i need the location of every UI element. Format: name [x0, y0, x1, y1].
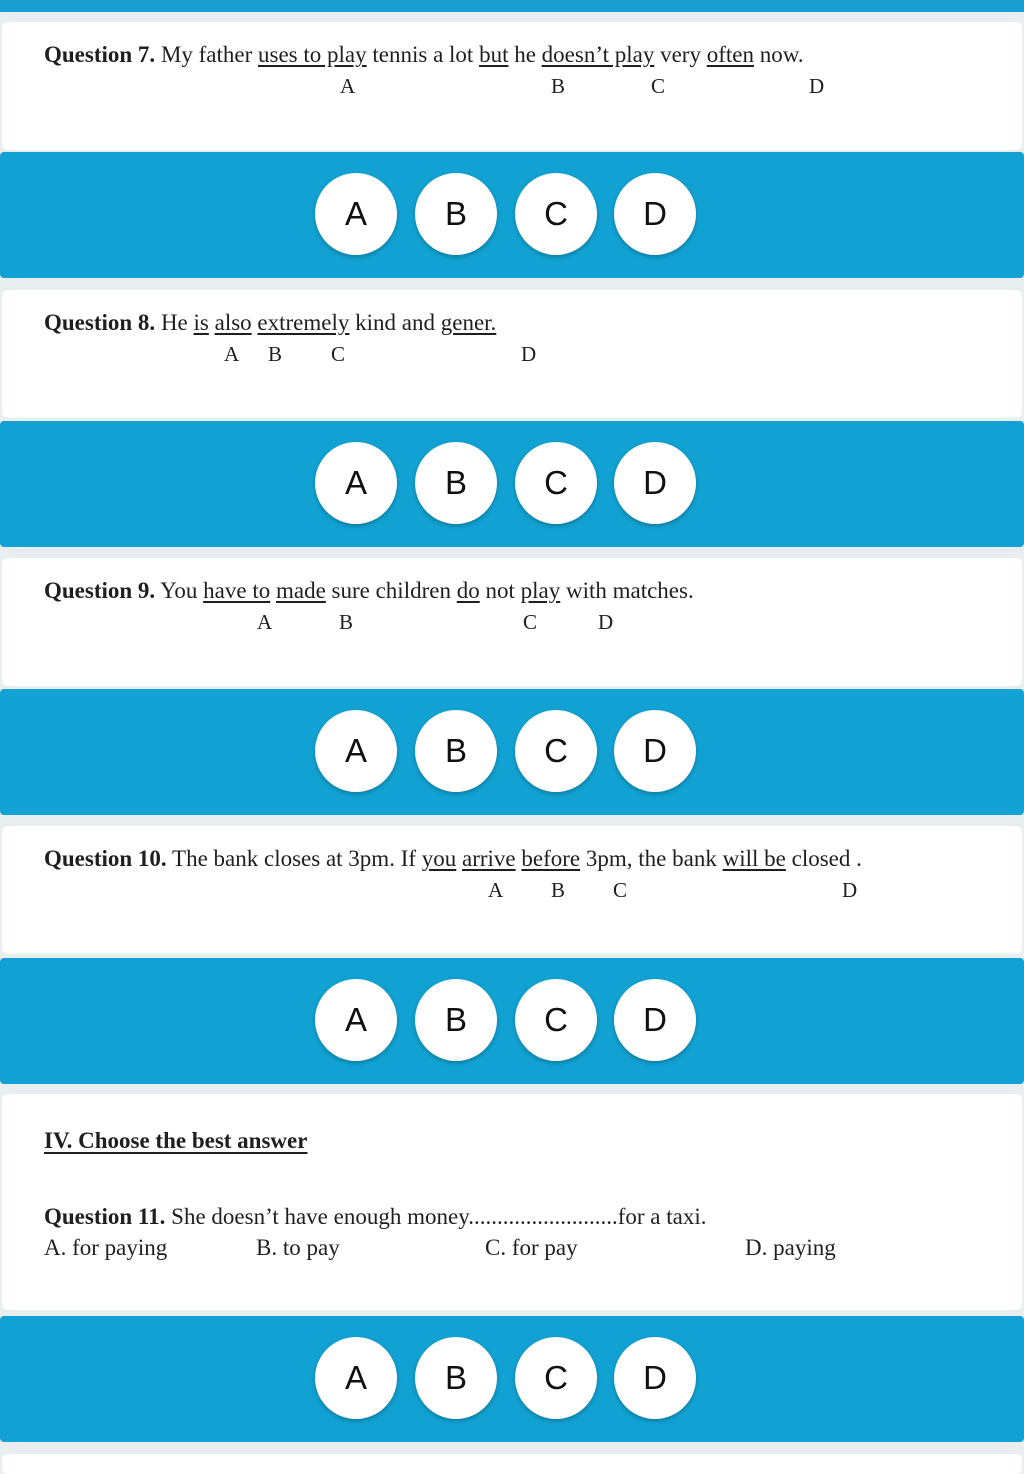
part-label-b: B [551, 878, 566, 902]
question-label: Question 10. [44, 846, 167, 871]
answer-a-button[interactable]: A [315, 173, 397, 255]
question-label: Question 9. [44, 578, 156, 603]
underlined-part-d: gener. [440, 310, 497, 335]
answer-band-q11 [0, 1316, 1024, 1442]
part-label-c: C [613, 878, 628, 902]
part-label-c: C [523, 610, 538, 634]
part-label-b: B [268, 342, 283, 366]
underlined-part-d: often [706, 42, 754, 67]
underlined-part-a: have to [203, 578, 271, 603]
underlined-part-a: uses to play [258, 42, 367, 67]
answer-a-button[interactable]: A [315, 710, 397, 792]
answer-b-button[interactable]: B [415, 979, 497, 1061]
part-label-d: D [809, 74, 825, 98]
answer-b-button[interactable]: B [415, 710, 497, 792]
answer-d-button[interactable]: D [614, 1337, 696, 1419]
answer-b-button[interactable]: B [415, 173, 497, 255]
choice-c: C. for pay [485, 1235, 578, 1260]
underlined-part-b: also [214, 310, 252, 335]
part-label-b: B [339, 610, 354, 634]
question-9-text: Question 9. You have to made sure children do not play with matches. [44, 578, 694, 603]
answer-c-button[interactable]: C [515, 710, 597, 792]
question-label: Question 7. [44, 42, 156, 67]
answer-d-button[interactable]: D [614, 173, 696, 255]
answer-c-button[interactable]: C [515, 1337, 597, 1419]
answer-c-button[interactable]: C [515, 442, 597, 524]
part-label-a: A [340, 74, 356, 98]
underlined-part-c: extremely [257, 310, 350, 335]
part-label-d: D [598, 610, 614, 634]
question-label: Question 11. [44, 1204, 166, 1229]
part-label-a: A [224, 342, 240, 366]
underlined-part-b: but [479, 42, 509, 67]
underlined-part-b: made [275, 578, 326, 603]
choice-b: B. to pay [256, 1235, 340, 1260]
underlined-part-c: do [456, 578, 480, 603]
part-label-d: D [521, 342, 537, 366]
question-11-text: Question 11. She doesn’t have enough money..........................for a taxi. [44, 1204, 707, 1229]
answer-d-button[interactable]: D [614, 442, 696, 524]
question-8-card [2, 290, 1022, 418]
question-label: Question 8. [44, 310, 156, 335]
answer-d-button[interactable]: D [614, 710, 696, 792]
question-11-card [2, 1094, 1022, 1310]
question-8-text: Question 8. He is also extremely kind and gener. [44, 310, 497, 335]
answer-c-button[interactable]: C [515, 173, 597, 255]
part-label-d: D [842, 878, 858, 902]
underlined-part-c: before [521, 846, 581, 871]
question-7-card [2, 22, 1022, 150]
answer-band-q8 [0, 421, 1024, 547]
question-9-card [2, 558, 1022, 686]
underlined-part-d: will be [722, 846, 786, 871]
answer-a-button[interactable]: A [315, 442, 397, 524]
top-strip [0, 0, 1024, 12]
underlined-part-b: arrive [462, 846, 516, 871]
next-card-edge [2, 1454, 1022, 1474]
part-label-c: C [651, 74, 666, 98]
underlined-part-a: is [193, 310, 209, 335]
question-10-card [2, 826, 1022, 954]
answer-d-button[interactable]: D [614, 979, 696, 1061]
section-title: IV. Choose the best answer [44, 1128, 308, 1153]
underlined-part-a: you [421, 846, 457, 871]
answer-b-button[interactable]: B [415, 442, 497, 524]
question-10-text: Question 10. The bank closes at 3pm. If you arrive before 3pm, the bank will be closed . [44, 846, 862, 871]
answer-band-q9 [0, 689, 1024, 815]
part-label-c: C [331, 342, 346, 366]
part-label-b: B [551, 74, 566, 98]
question-7-text: Question 7. My father uses to play tennis a lot but he doesn’t play very often now. [44, 42, 804, 67]
part-label-a: A [257, 610, 273, 634]
underlined-part-d: play [520, 578, 561, 603]
answer-band-q10 [0, 958, 1024, 1084]
answer-a-button[interactable]: A [315, 979, 397, 1061]
answer-b-button[interactable]: B [415, 1337, 497, 1419]
answer-a-button[interactable]: A [315, 1337, 397, 1419]
part-label-a: A [488, 878, 504, 902]
answer-band-q7 [0, 152, 1024, 278]
answer-c-button[interactable]: C [515, 979, 597, 1061]
choice-a: A. for paying [44, 1235, 168, 1260]
underlined-part-c: doesn’t play [541, 42, 655, 67]
choice-d: D. paying [745, 1235, 836, 1260]
